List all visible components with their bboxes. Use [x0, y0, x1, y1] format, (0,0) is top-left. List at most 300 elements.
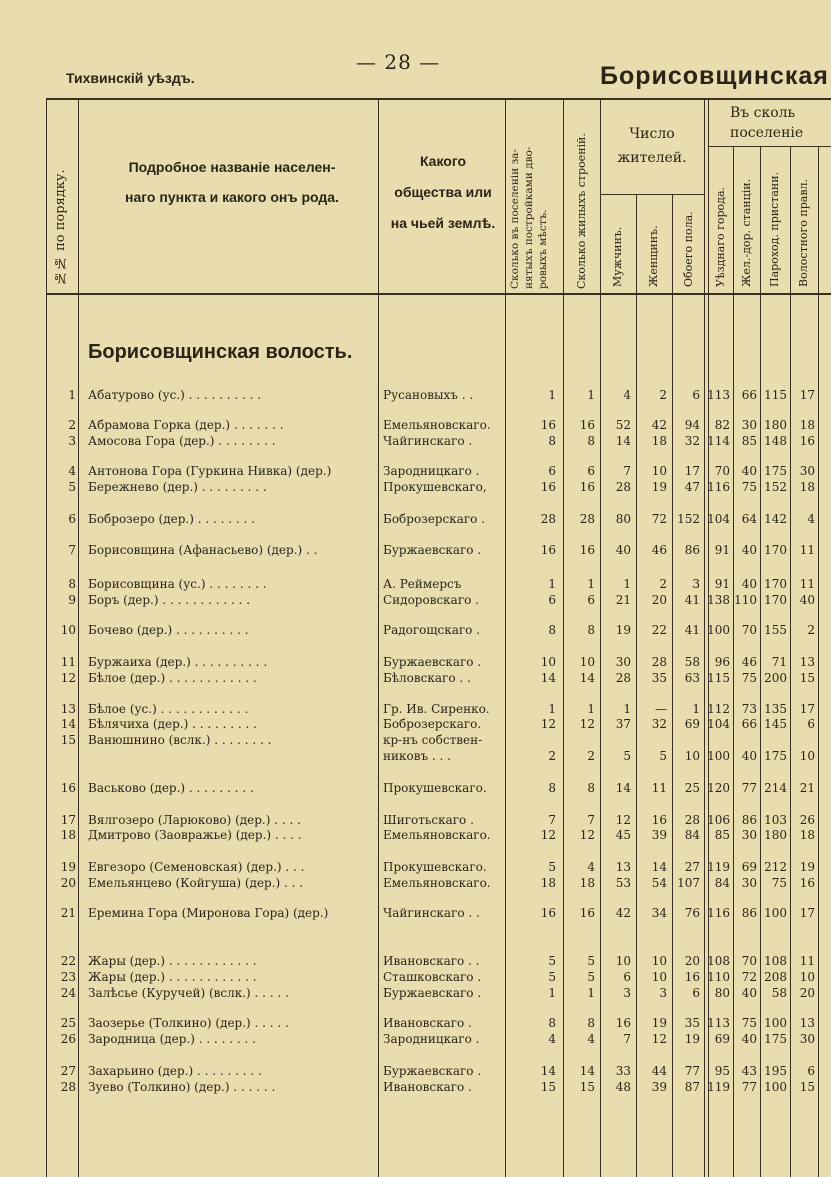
cell-vol: 16	[799, 876, 815, 890]
col-header-pier: Пароход. пристани.	[768, 171, 781, 287]
cell-lots: 10	[540, 655, 556, 669]
cell-vol: 40	[799, 593, 815, 607]
cell-both: 77	[684, 1064, 700, 1078]
row-number: 19	[60, 860, 76, 874]
cell-rail: 30	[741, 418, 757, 432]
district-title: Тихвинскій уѣздъ.	[66, 70, 195, 86]
society-name-cont: никовъ . . .	[383, 749, 451, 763]
settlement-name: Жары (дер.) . . . . . . . . . . . .	[88, 970, 257, 984]
cell-women: 54	[651, 876, 667, 890]
cell-lots: 6	[548, 464, 556, 478]
page-number: — 28 —	[356, 50, 441, 74]
cell-pier: 175	[764, 749, 787, 763]
cell-lots: 8	[548, 434, 556, 448]
cell-pier: 195	[764, 1064, 787, 1078]
cell-women: 5	[659, 749, 667, 763]
cell-vol: 30	[799, 464, 815, 478]
row-number: 15	[60, 733, 76, 747]
cell-men: 4	[623, 388, 631, 402]
cell-town: 100	[707, 749, 730, 763]
cell-pier: 71	[771, 655, 787, 669]
cell-town: 115	[707, 671, 730, 685]
cell-men: 1	[623, 577, 631, 591]
cell-both: 47	[684, 480, 700, 494]
cell-lots: 5	[548, 860, 556, 874]
society-name: А. Реймерсъ	[383, 577, 462, 591]
cell-men: 37	[615, 717, 631, 731]
cell-lots: 16	[540, 480, 556, 494]
settlement-name: Залѣсье (Куручей) (вслк.) . . . . .	[88, 986, 289, 1000]
cell-men: 53	[615, 876, 631, 890]
cell-women: 2	[659, 388, 667, 402]
cell-town: 70	[714, 464, 730, 478]
settlement-name: Борисовщина (ус.) . . . . . . . .	[88, 577, 267, 591]
cell-women: 20	[651, 593, 667, 607]
cell-town: 113	[707, 388, 730, 402]
cell-women: 44	[651, 1064, 667, 1078]
cell-rail: 70	[741, 954, 757, 968]
cell-pier: 100	[764, 1080, 787, 1094]
cell-both: 107	[677, 876, 700, 890]
settlement-name: Зуево (Толкино) (дер.) . . . . . .	[88, 1080, 276, 1094]
cell-houses: 1	[587, 388, 595, 402]
row-number: 16	[60, 781, 76, 795]
cell-town: 80	[714, 986, 730, 1000]
cell-men: 80	[615, 512, 631, 526]
col-rule	[636, 194, 637, 1177]
society-name: Сташковскаго .	[383, 970, 482, 984]
cell-men: 16	[615, 1016, 631, 1030]
row-number: 11	[60, 655, 76, 669]
society-name: Прокушевскаго.	[383, 860, 487, 874]
society-name: Боброзерскаго.	[383, 717, 482, 731]
cell-rail: 110	[734, 593, 757, 607]
cell-women: 35	[651, 671, 667, 685]
society-name: Шиготьскаго .	[383, 813, 474, 827]
col-header-women: Женщинъ.	[647, 225, 660, 287]
row-number: 23	[60, 970, 76, 984]
cell-rail: 40	[741, 543, 757, 557]
cell-men: 48	[615, 1080, 631, 1094]
cell-rail: 69	[741, 860, 757, 874]
settlement-name: Еремина Гора (Миронова Гора) (дер.)	[88, 906, 329, 920]
col-header-volost: Волостного правл.	[797, 178, 810, 287]
cell-houses: 16	[579, 906, 595, 920]
society-name: Боброзерскаго .	[383, 512, 486, 526]
col-rule	[563, 98, 564, 1177]
cell-men: 30	[615, 655, 631, 669]
cell-rail: 30	[741, 876, 757, 890]
col-rule	[378, 98, 379, 1177]
col-rule	[704, 98, 705, 1177]
cell-both: 25	[684, 781, 700, 795]
cell-pier: 100	[764, 1016, 787, 1030]
cell-pier: 58	[771, 986, 787, 1000]
cell-both: 76	[684, 906, 700, 920]
cell-pier: 200	[764, 671, 787, 685]
cell-both: 16	[684, 970, 700, 984]
cell-town: 104	[707, 717, 730, 731]
cell-lots: 16	[540, 543, 556, 557]
cell-women: 32	[651, 717, 667, 731]
cell-both: 84	[684, 828, 700, 842]
cell-rail: 77	[741, 781, 757, 795]
cell-rail: 73	[741, 702, 757, 716]
cell-houses: 2	[587, 749, 595, 763]
cell-both: 94	[684, 418, 700, 432]
row-number: 17	[60, 813, 76, 827]
row-number: 27	[60, 1064, 76, 1078]
row-number: 10	[60, 623, 76, 637]
cell-rail: 40	[741, 986, 757, 1000]
cell-lots: 5	[548, 970, 556, 984]
cell-vol: 17	[799, 906, 815, 920]
cell-rail: 64	[741, 512, 757, 526]
cell-town: 84	[714, 876, 730, 890]
col-rule	[818, 146, 819, 1177]
cell-houses: 8	[587, 623, 595, 637]
cell-vol: 10	[799, 970, 815, 984]
cell-women: 16	[651, 813, 667, 827]
cell-town: 114	[707, 434, 730, 448]
cell-men: 19	[615, 623, 631, 637]
society-name: Ивановскаго . .	[383, 954, 480, 968]
cell-pier: 75	[771, 876, 787, 890]
cell-both: 41	[684, 623, 700, 637]
col-rule	[600, 98, 601, 1177]
cell-vol: 13	[799, 1016, 815, 1030]
cell-women: 34	[651, 906, 667, 920]
row-number: 9	[68, 593, 76, 607]
cell-women: 10	[651, 464, 667, 478]
row-number: 3	[68, 434, 76, 448]
cell-town: 95	[714, 1064, 730, 1078]
settlement-name: Захарьино (дер.) . . . . . . . . .	[88, 1064, 262, 1078]
cell-both: 20	[684, 954, 700, 968]
cell-vol: 20	[799, 986, 815, 1000]
cell-both: 3	[692, 577, 700, 591]
cell-rail: 40	[741, 464, 757, 478]
row-number: 6	[68, 512, 76, 526]
cell-houses: 18	[579, 876, 595, 890]
section-title: Борисовщинская волость.	[88, 341, 353, 363]
col-header-lots: Сколько въ поселеніи за- нятыхъ постройками дво- ровыхъ мѣстъ.	[509, 146, 549, 289]
row-number: 18	[60, 828, 76, 842]
cell-town: 108	[707, 954, 730, 968]
cell-both: 41	[684, 593, 700, 607]
cell-pier: 152	[764, 480, 787, 494]
cell-pier: 155	[764, 623, 787, 637]
cell-town: 100	[707, 623, 730, 637]
row-number: 8	[68, 577, 76, 591]
society-name: Зародницкаго .	[383, 1032, 480, 1046]
cell-men: 52	[615, 418, 631, 432]
cell-women: 28	[651, 655, 667, 669]
cell-houses: 8	[587, 434, 595, 448]
cell-men: 3	[623, 986, 631, 1000]
cell-lots: 12	[540, 717, 556, 731]
row-number: 21	[60, 906, 76, 920]
cell-pier: 208	[764, 970, 787, 984]
cell-women: 19	[651, 480, 667, 494]
cell-both: 10	[684, 749, 700, 763]
row-number: 5	[68, 480, 76, 494]
cell-rail: 40	[741, 749, 757, 763]
col-header-inhabitants: Число жителей.	[617, 126, 687, 166]
cell-lots: 7	[548, 813, 556, 827]
cell-vol: 13	[799, 655, 815, 669]
cell-lots: 8	[548, 1016, 556, 1030]
cell-vol: 6	[807, 717, 815, 731]
row-number: 4	[68, 464, 76, 478]
cell-women: 19	[651, 1016, 667, 1030]
cell-lots: 8	[548, 623, 556, 637]
row-number: 26	[60, 1032, 76, 1046]
cell-lots: 4	[548, 1032, 556, 1046]
cell-men: 10	[615, 954, 631, 968]
cell-both: 87	[684, 1080, 700, 1094]
cell-houses: 12	[579, 717, 595, 731]
society-name: Радогощскаго .	[383, 623, 481, 637]
society-name: Прокушевскаго,	[383, 480, 487, 494]
col-header-town: Уѣзднаго города.	[714, 186, 727, 287]
cell-town: 119	[707, 860, 730, 874]
cell-vol: 19	[799, 860, 815, 874]
cell-vol: 18	[799, 828, 815, 842]
cell-pier: 170	[764, 543, 787, 557]
col-rule	[46, 98, 47, 1177]
row-number: 2	[68, 418, 76, 432]
running-title: Борисовщинская	[600, 62, 829, 90]
cell-both: 6	[692, 986, 700, 1000]
society-name: Буржаевскаго .	[383, 986, 482, 1000]
cell-houses: 8	[587, 781, 595, 795]
settlement-name: Бочево (дер.) . . . . . . . . . .	[88, 623, 249, 637]
cell-houses: 28	[579, 512, 595, 526]
col-rule	[672, 194, 673, 1177]
society-name: Ивановскаго .	[383, 1080, 472, 1094]
cell-houses: 7	[587, 813, 595, 827]
cell-houses: 5	[587, 970, 595, 984]
row-number: 12	[60, 671, 76, 685]
cell-town: 96	[714, 655, 730, 669]
cell-pier: 103	[764, 813, 787, 827]
cell-pier: 170	[764, 577, 787, 591]
cell-pier: 148	[764, 434, 787, 448]
cell-women: 72	[651, 512, 667, 526]
settlement-name: Зародница (дер.) . . . . . . . .	[88, 1032, 256, 1046]
cell-pier: 142	[764, 512, 787, 526]
col-header-num: №№ по порядку.	[53, 169, 68, 285]
cell-rail: 75	[741, 480, 757, 494]
col-header-distance: Въ сколь поселеніе	[730, 105, 804, 141]
cell-vol: 18	[799, 480, 815, 494]
society-name: Русановыхъ . .	[383, 388, 474, 402]
col-header-society: Какого общества или на чьей землѣ.	[390, 153, 496, 231]
society-name: Чайгинскаго .	[383, 434, 473, 448]
cell-rail: 77	[741, 1080, 757, 1094]
cell-lots: 5	[548, 954, 556, 968]
cell-rail: 70	[741, 623, 757, 637]
cell-houses: 14	[579, 671, 595, 685]
row-number: 28	[60, 1080, 76, 1094]
row-number: 1	[68, 388, 76, 402]
cell-rail: 66	[741, 388, 757, 402]
cell-lots: 16	[540, 418, 556, 432]
cell-women: 18	[651, 434, 667, 448]
cell-men: 13	[615, 860, 631, 874]
row-number: 25	[60, 1016, 76, 1030]
cell-rail: 86	[741, 813, 757, 827]
cell-lots: 1	[548, 388, 556, 402]
cell-both: 63	[684, 671, 700, 685]
society-name: Буржаевскаго .	[383, 1064, 482, 1078]
cell-pier: 180	[764, 828, 787, 842]
cell-pier: 100	[764, 906, 787, 920]
cell-houses: 16	[579, 418, 595, 432]
cell-houses: 5	[587, 954, 595, 968]
cell-rail: 46	[741, 655, 757, 669]
cell-town: 120	[707, 781, 730, 795]
col-rule	[790, 146, 791, 1177]
cell-town: 69	[714, 1032, 730, 1046]
cell-town: 104	[707, 512, 730, 526]
cell-women: 46	[651, 543, 667, 557]
cell-houses: 6	[587, 464, 595, 478]
cell-houses: 6	[587, 593, 595, 607]
cell-pier: 135	[764, 702, 787, 716]
cell-vol: 10	[799, 749, 815, 763]
cell-houses: 4	[587, 1032, 595, 1046]
table-top-rule	[46, 98, 831, 100]
society-name: Емельяновскаго.	[383, 418, 491, 432]
society-name: Прокушевскаго.	[383, 781, 487, 795]
cell-rail: 75	[741, 1016, 757, 1030]
inhabitants-rule	[600, 194, 704, 195]
cell-houses: 14	[579, 1064, 595, 1078]
settlement-name: Жары (дер.) . . . . . . . . . . . .	[88, 954, 257, 968]
cell-both: 19	[684, 1032, 700, 1046]
cell-vol: 11	[799, 954, 815, 968]
cell-women: 10	[651, 954, 667, 968]
cell-pier: 175	[764, 464, 787, 478]
settlement-name: Боръ (дер.) . . . . . . . . . . . .	[88, 593, 251, 607]
cell-town: 113	[707, 1016, 730, 1030]
cell-both: 69	[684, 717, 700, 731]
cell-houses: 1	[587, 986, 595, 1000]
cell-town: 116	[707, 906, 730, 920]
cell-both: 27	[684, 860, 700, 874]
cell-houses: 1	[587, 702, 595, 716]
cell-rail: 66	[741, 717, 757, 731]
cell-women: 12	[651, 1032, 667, 1046]
cell-men: 45	[615, 828, 631, 842]
society-name: кр-нъ собствен-	[383, 733, 483, 747]
row-number: 13	[60, 702, 76, 716]
society-name: Емельяновскаго.	[383, 876, 491, 890]
col-rule	[733, 146, 734, 1177]
col-rule	[760, 146, 761, 1177]
settlement-name: Антонова Гора (Гуркина Нивка) (дер.)	[88, 464, 332, 478]
cell-vol: 17	[799, 388, 815, 402]
col-header-rail: Жел.-дор. станціи.	[740, 178, 753, 287]
cell-lots: 1	[548, 702, 556, 716]
col-rule	[78, 98, 79, 1177]
header-bottom-rule	[46, 293, 831, 295]
society-name: Емельяновскаго.	[383, 828, 491, 842]
cell-town: 85	[714, 828, 730, 842]
row-number: 24	[60, 986, 76, 1000]
cell-men: 42	[615, 906, 631, 920]
cell-pier: 108	[764, 954, 787, 968]
cell-men: 14	[615, 781, 631, 795]
cell-vol: 4	[807, 512, 815, 526]
cell-pier: 180	[764, 418, 787, 432]
settlement-name: Буржаиха (дер.) . . . . . . . . . .	[88, 655, 268, 669]
cell-rail: 43	[741, 1064, 757, 1078]
cell-vol: 11	[799, 543, 815, 557]
cell-women: 11	[651, 781, 667, 795]
cell-both: 86	[684, 543, 700, 557]
cell-lots: 6	[548, 593, 556, 607]
cell-rail: 75	[741, 671, 757, 685]
settlement-name: Евгезоро (Семеновская) (дер.) . . .	[88, 860, 305, 874]
cell-both: 6	[692, 388, 700, 402]
cell-women: 22	[651, 623, 667, 637]
cell-houses: 15	[579, 1080, 595, 1094]
cell-men: 28	[615, 480, 631, 494]
cell-town: 119	[707, 1080, 730, 1094]
settlement-name: Заозерье (Толкино) (дер.) . . . . .	[88, 1016, 289, 1030]
cell-vol: 6	[807, 1064, 815, 1078]
cell-lots: 2	[548, 749, 556, 763]
cell-men: 1	[623, 702, 631, 716]
cell-vol: 15	[799, 671, 815, 685]
settlement-name: Абатурово (ус.) . . . . . . . . . .	[88, 388, 262, 402]
cell-pier: 115	[764, 388, 787, 402]
cell-men: 14	[615, 434, 631, 448]
cell-lots: 1	[548, 577, 556, 591]
cell-vol: 11	[799, 577, 815, 591]
settlement-name: Бѣлое (дер.) . . . . . . . . . . . .	[88, 671, 257, 685]
settlement-name: Вялгозеро (Ларюково) (дер.) . . . .	[88, 813, 301, 827]
cell-houses: 16	[579, 480, 595, 494]
settlement-name: Ванюшнино (вслк.) . . . . . . . .	[88, 733, 272, 747]
col-rule	[505, 98, 506, 1177]
cell-lots: 8	[548, 781, 556, 795]
col-header-name: Подробное названіе населен- наго пункта и какого онъ рода.	[125, 159, 339, 205]
cell-vol: 18	[799, 418, 815, 432]
cell-town: 91	[714, 577, 730, 591]
settlement-name: Бережнево (дер.) . . . . . . . . .	[88, 480, 267, 494]
cell-pier: 145	[764, 717, 787, 731]
society-name: Ивановскаго .	[383, 1016, 472, 1030]
cell-women: 3	[659, 986, 667, 1000]
cell-vol: 30	[799, 1032, 815, 1046]
cell-houses: 4	[587, 860, 595, 874]
society-name: Гр. Ив. Сиренко.	[383, 702, 490, 716]
cell-vol: 26	[799, 813, 815, 827]
cell-pier: 214	[764, 781, 787, 795]
cell-town: 106	[707, 813, 730, 827]
society-name: Буржаевскаго .	[383, 655, 482, 669]
cell-women: —	[655, 702, 667, 716]
cell-lots: 12	[540, 828, 556, 842]
cell-men: 33	[615, 1064, 631, 1078]
cell-women: 42	[651, 418, 667, 432]
cell-rail: 72	[741, 970, 757, 984]
cell-women: 39	[651, 828, 667, 842]
